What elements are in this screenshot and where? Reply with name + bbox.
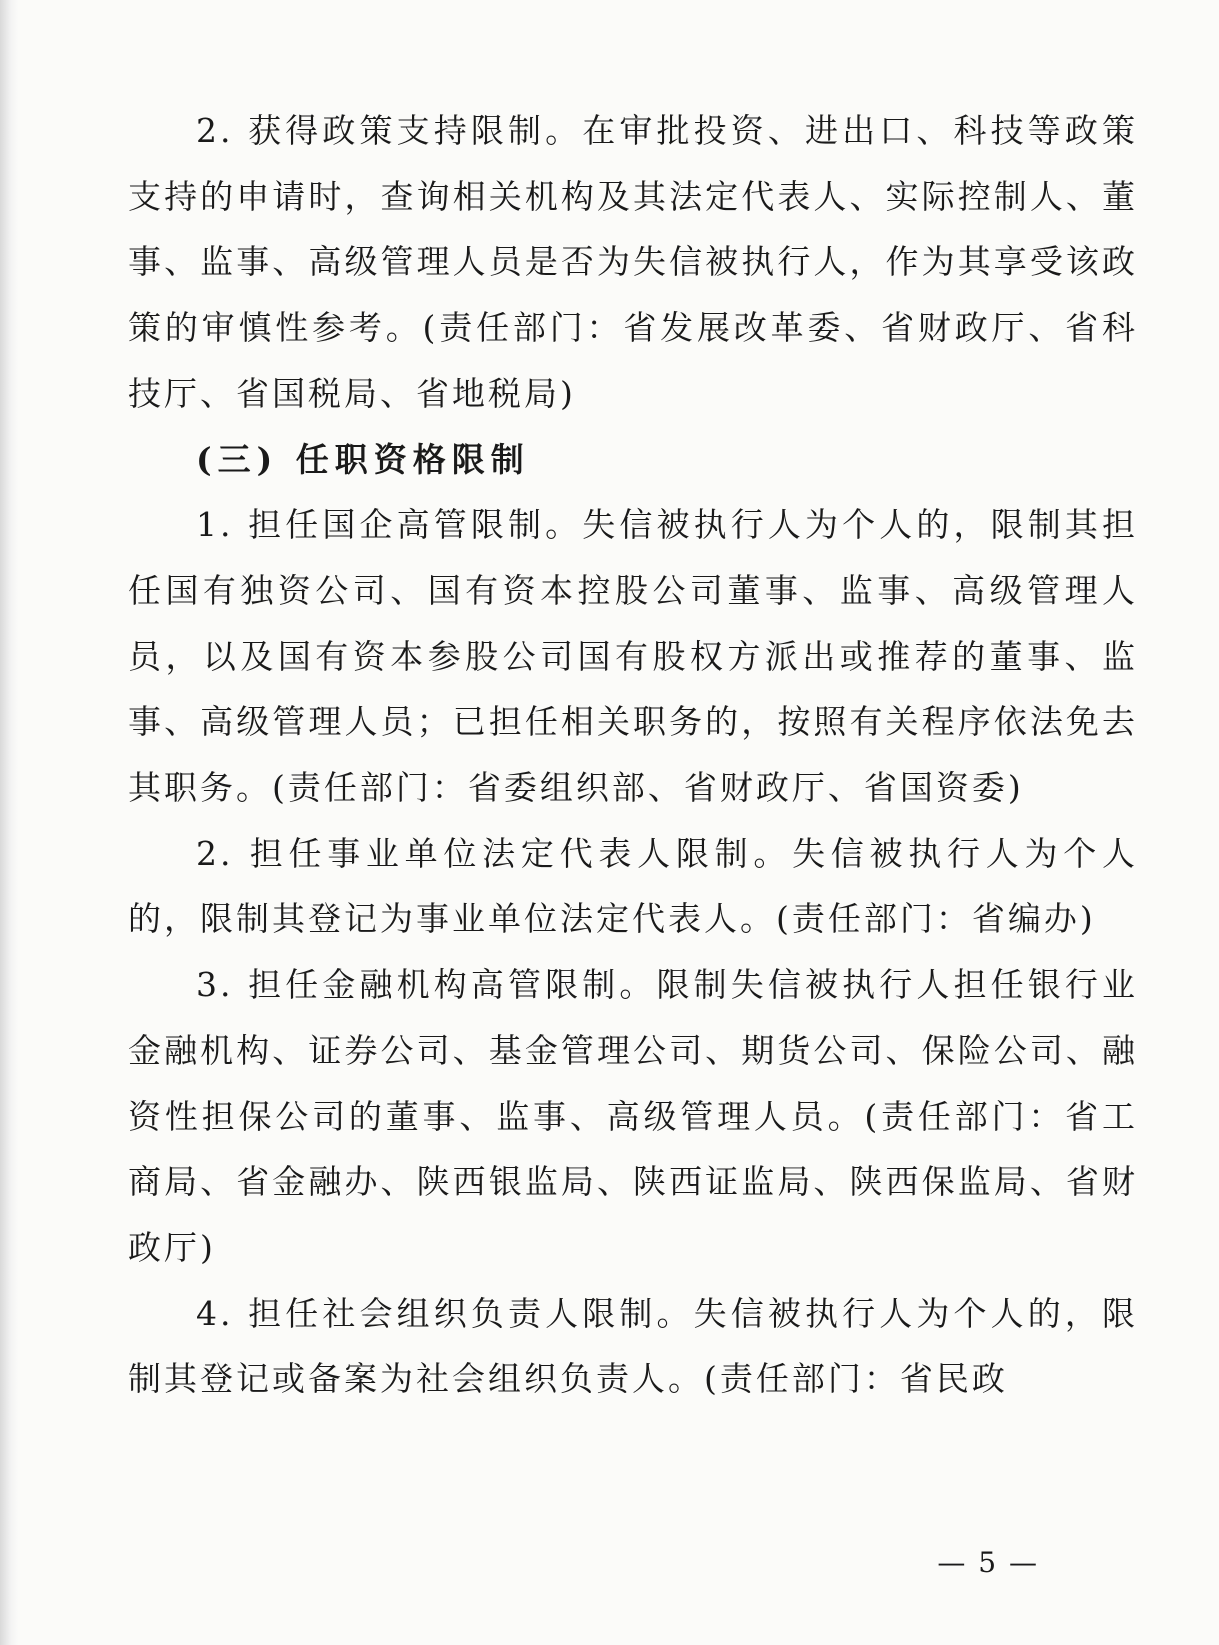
paragraph-public-institution-representative-restriction: 2. 担任事业单位法定代表人限制。失信被执行人为个人的，限制其登记为事业单位法定代表人。(责任部门：省编办) (128, 833, 1138, 939)
document-body (128, 98, 1138, 1412)
paragraph-financial-institution-executive-restriction: 3. 担任金融机构高管限制。限制失信被执行人担任银行业金融机构、证券公司、基金管理公司、期货公司、保险公司、融资性担保公司的董事、监事、高级管理人员。(责任部门：省工商局、省金融办、陕西银监局、陕西证监局、陕西保监局、省财政厅) (128, 965, 1138, 1267)
page-number: — 5 — (937, 1546, 1039, 1579)
paragraph-social-organization-leader-restriction: 4. 担任社会组织负责人限制。失信被执行人为个人的，限制其登记或备案为社会组织负责人。(责任部门：省民政 (128, 1293, 1138, 1399)
paragraph-policy-support-restriction: 2. 获得政策支持限制。在审批投资、进出口、科技等政策支持的申请时，查询相关机构及其法定代表人、实际控制人、董事、监事、高级管理人员是否为失信被执行人，作为其享受该政策的审慎性参考。(责任部门：省发展改革委、省财政厅、省科技厅、省国税局、省地税局) (128, 111, 1138, 413)
paragraph-soe-executive-restriction: 1. 担任国企高管限制。失信被执行人为个人的，限制其担任国有独资公司、国有资本控股公司董事、监事、高级管理人员，以及国有资本参股公司国有股权方派出或推荐的董事、监事、高级管理人员；已担任相关职务的，按照有关程序依法免去其职务。(责任部门：省委组织部、省财政厅、省国资委) (128, 505, 1138, 808)
scan-edge-shadow (0, 0, 18, 1645)
section-heading-qualification-restriction: (三) 任职资格限制 (196, 439, 530, 479)
